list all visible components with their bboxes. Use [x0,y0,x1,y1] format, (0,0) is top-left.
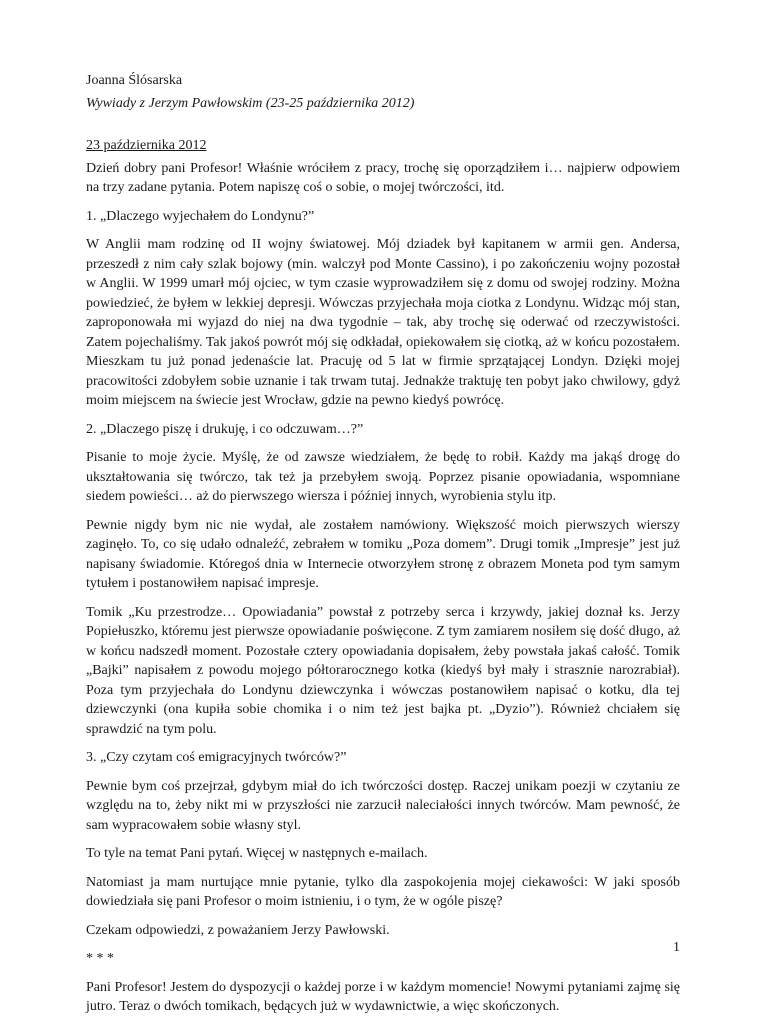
paragraph-greeting: Dzień dobry pani Profesor! Właśnie wróciłem z pracy, trochę się oporządziłem i… najpierw odpowiem na trzy zadane pytania. Potem napiszę coś o sobie, o mojej twórczości, itd. [86,160,680,195]
answer-2-paragraph-2: Pewnie nigdy bym nic nie wydał, ale zostałem namówiony. Większość moich pierwszych wierszy zaginęło. To, co się udało odnaleźć, zebrałem w tomiku „Poza domem”. Drugi tomik „Impresje” jest już napisany świadomie. Któregoś dnia w Internecie otworzyłem stronę z obrazem Moneta pod tym samym tytułem i postanowiłem napisać impresje. [86,517,680,591]
answer-3: Pewnie bym coś przejrzał, gdybym miał do ich twórczości dostęp. Raczej unikam poezji w czytaniu ze względu na to, żeby nikt mi w przyszłości nie zarzucił naleciałości innych twórców. Mam pewność, że sam wypracowałem sobie własny styl. [86,778,680,833]
section-separator: * * * [86,951,114,966]
answer-1: W Anglii mam rodzinę od II wojny światowej. Mój dziadek był kapitanem w armii gen. Andersa, przeszedł z nim cały szlak bojowy (min. walczył pod Monte Cassino), i po zakończeniu wojny pozostał w Anglii. W 1999 umarł mój ojciec, w tym czasie wyprowadziłem się z domu od swojej rodziny. Można powiedzieć, że byłem w lekkiej depresji. Wówczas przyjechała moja ciotka z Londynu. Widząc mój stan, zaproponowała mi wyjazd do niej na dwa tygodnie – tak, aby trochę się oderwać od rzeczywistości. Zatem pojechaliśmy. Tak jakoś powrót mój się odkładał, opiekowałem się ciotką, aż w końcu pozostałem. Mieszkam tu już ponad jedenaście lat. Pracuję od 5 lat w firmie sprzątającej Londyn. Dzięki mojej pracowitości zdobyłem sobie uznanie i tak trwam tutaj. Jednakże traktuję ten pobyt jako chwilowy, gdyż moim miejscem na świecie jest Wrocław, gdzie na pewno kiedyś powrócę. [86,237,680,408]
paragraph-closing-remark: To tyle na temat Pani pytań. Więcej w następnych e-mailach. [86,846,428,861]
document-body [86,71,680,1026]
question-3: 3. „Czy czytam coś emigracyjnych twórców?” [86,750,347,765]
paragraph-next-letter: Pani Profesor! Jestem do dyspozycji o każdej porze i w każdym momencie! Nowymi pytaniami zajmę się jutro. Teraz o dwóch tomikach, będących już w wydawnictwie, a więc skończonych. [86,979,680,1014]
paragraph-signature: Czekam odpowiedzi, z poważaniem Jerzy Pawłowski. [86,922,390,938]
answer-2-paragraph-1: Pisanie to moje życie. Myślę, że od zawsze wiedziałem, że będę to robił. Każdy ma jakąś drogę do ukształtowania się twórczo, tak też ja przebyłem swoją. Poprzez pisanie opowiadania, wspomniane siedem powieści… aż do pierwszego wiersza i później innych, wyrobienia stylu itp. [86,450,680,504]
answer-2-paragraph-3: Tomik „Ku przestrodze… Opowiadania” powstał z potrzeby serca i krzywdy, jakiej doznał ks. Jerzy Popiełuszko, któremu jest pierwsze opowiadanie poświęcone. Z tym zamiarem nosiłem się dość długo, aż w końcu nadszedł moment. Pozostałe cztery opowiadania dopisałem, żeby powstała jakaś całość. Tomik „Bajki” napisałem z powodu mojego półtorarocznego kotka (kiedyś był mały i strasznie narozrabiał). Poza tym przyjechała do Londynu dziewczynka i wówczas postanowiłem napisać o kotku, dla tej dziewczynki (ona kupiła sobie chomika i o nim też jest bajka pt. „Dyzio”). Również chciałem się sprawdzić na tym polu. [86,604,680,737]
author-name: Joanna Ślósarska [86,73,183,88]
question-1: 1. „Dlaczego wyjechałem do Londynu?” [86,208,315,224]
page-number: 1 [673,940,680,955]
paragraph-question-to-professor: Natomiast ja mam nurtujące mnie pytanie, tylko dla zaspokojenia mojej ciekawości: W jaki sposób dowiedziała się pani Profesor o moim istnieniu, i o tym, że w ogóle piszę? [86,874,680,909]
document-title: Wywiady z Jerzym Pawłowskim (23-25 października 2012) [86,95,415,111]
date-heading: 23 października 2012 [86,138,207,153]
question-2: 2. „Dlaczego piszę i drukuję, i co odczuwam…?” [86,421,364,437]
